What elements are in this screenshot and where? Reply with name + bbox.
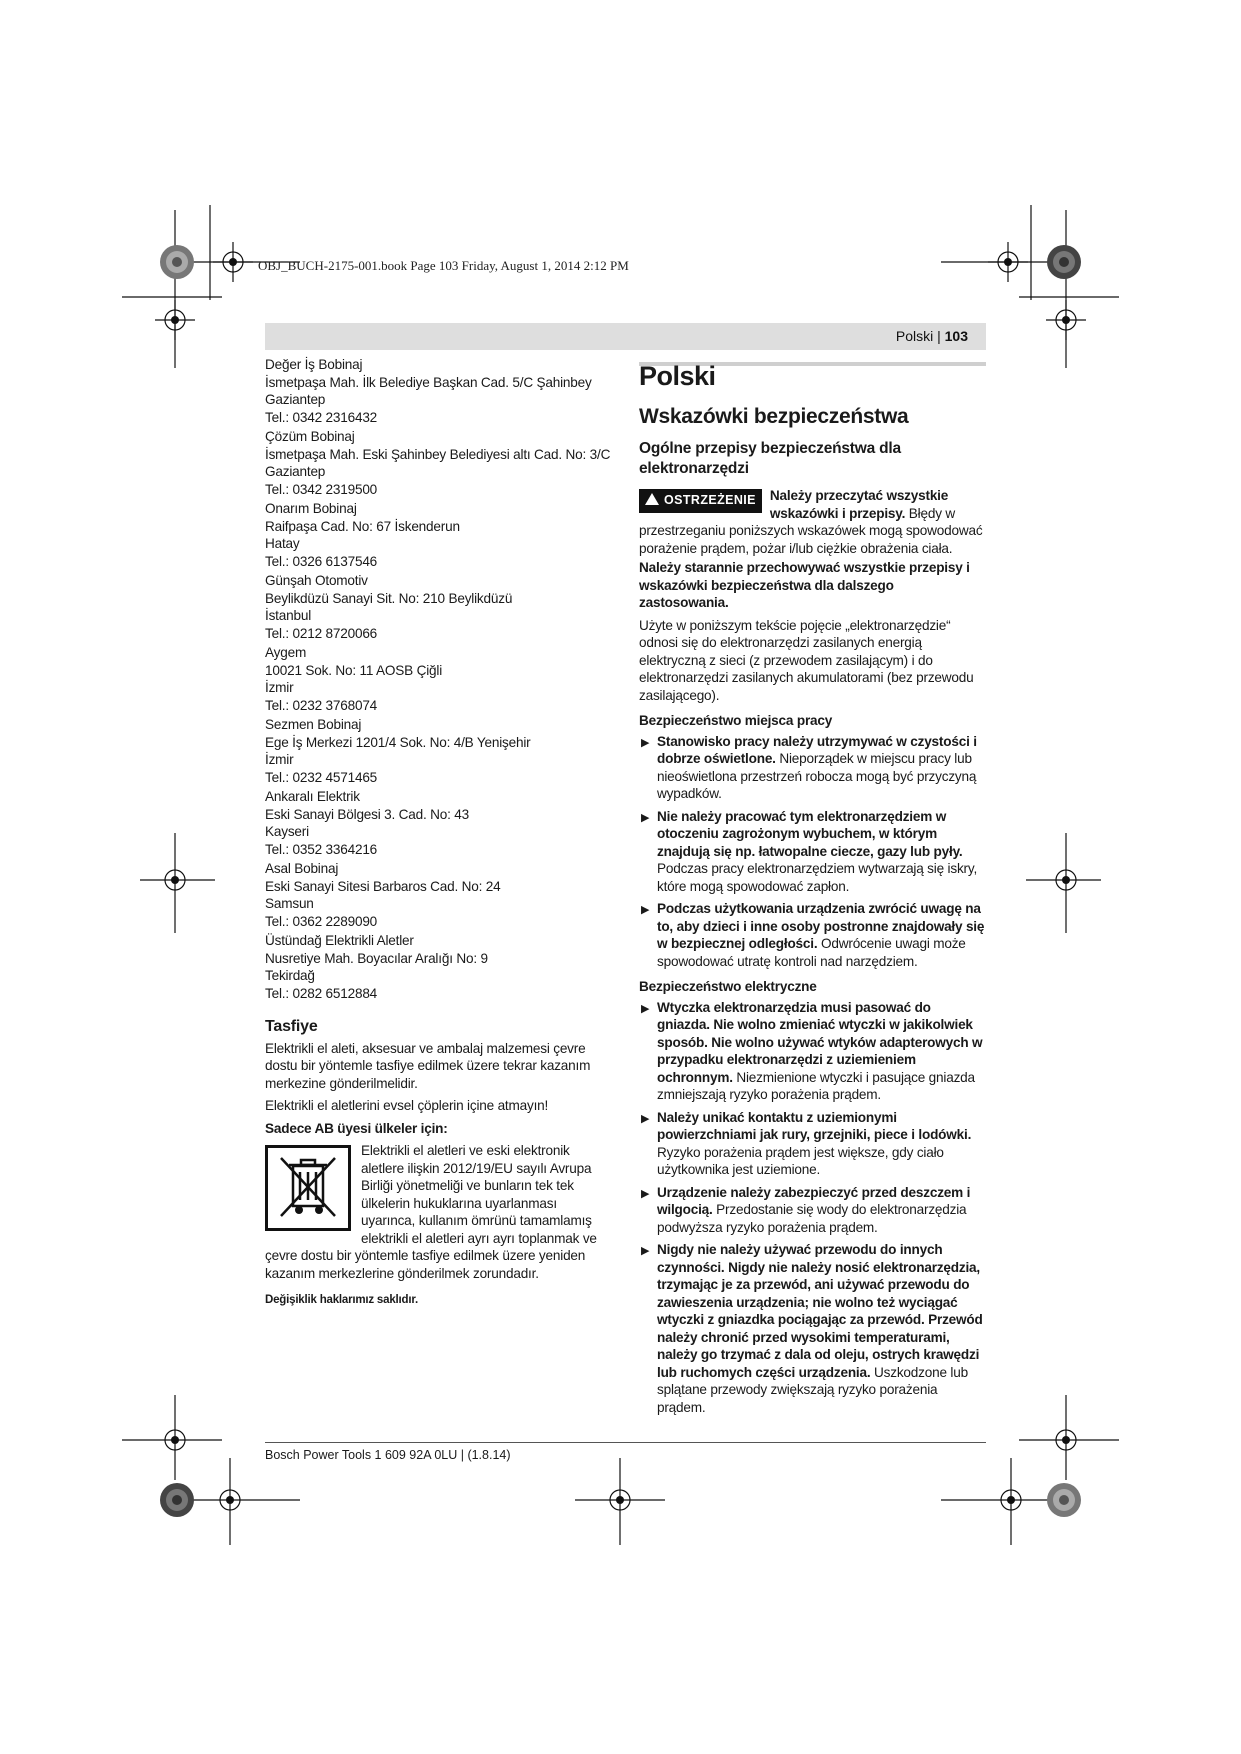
left-column [265, 356, 610, 1310]
safety-groups [639, 712, 986, 1416]
safety-item-bold: Podczas użytkowania urządzenia zwrócić uwagę na to, aby dzieci i inne osoby postronne znajdowały się w bezpiecznej odległości. [657, 901, 985, 951]
address-name: Günşah Otomotiv [265, 573, 368, 588]
warning-bold: Należy przeczytać wszystkie wskazówki i przepisy. [769, 488, 949, 521]
safety-item-text: Przedostanie się wody do elektronarzędzia podwyższa ryzyko porażenia prądem. [657, 1202, 967, 1235]
right-column [639, 356, 986, 1421]
safety-item [639, 999, 986, 1104]
address-name: Onarım Bobinaj [265, 501, 357, 516]
section-title: Wskazówki bezpieczeństwa [639, 404, 909, 428]
definition-paragraph: Użyte w poniższym tekście pojęcie „elektronarzędzie“ odnosi się do elektronarzędzi zasilanych energią elektryczną z sieci (z przewodem zasilającym) i do elektronarzędzi zasilanych akumulatorami (bez przewodu zasilającego). [639, 617, 974, 703]
address-name: Asal Bobinaj [265, 861, 339, 876]
address-line: Tekirdağ [265, 968, 315, 983]
safety-list [639, 733, 986, 971]
address-line: Samsun [265, 896, 314, 911]
group-heading: Bezpieczeństwo elektryczne [639, 979, 817, 994]
footer: Bosch Power Tools 1 609 92A 0LU | (1.8.14) [265, 1448, 511, 1462]
address-tel: Tel.: 0342 2316432 [265, 409, 378, 425]
address-entry [265, 716, 610, 786]
safety-item-bold: Urządzenie należy zabezpieczyć przed deszczem i wilgocią. [657, 1184, 971, 1217]
subsection-title: Ogólne przepisy bezpieczeństwa dla elektronarzędzi [639, 440, 901, 477]
tasfiye-heading: Tasfiye [265, 1018, 318, 1035]
weee-text: Elektrikli el aletleri ve eski elektronik aletlere ilişkin 2012/19/EU sayılı Avrupa Birliği yönetmeliği ve bunların tek tek ülkelerin hukuklarına uyarlanması uyarınca, kullanım ömrünü tamamlamış elektrikli el aletleri ayrı ayrı toplanmak ve çevre dostu bir yöntemle tasfiye edilmek üzere yeniden kazanım merkezlerine gönderilmek zorundadır. [265, 1143, 597, 1281]
address-entry [265, 428, 610, 498]
address-entry [265, 644, 610, 714]
address-line: 10021 Sok. No: 11 AOSB Çiğli [265, 662, 443, 678]
address-line: İsmetpaşa Mah. Eski Şahinbey Belediyesi altı Cad. No: 3/C [265, 446, 611, 462]
warning-triangle-icon [645, 493, 659, 505]
safety-item-text: Nieporządek w miejscu pracy lub nieoświetlona przestrzeń robocza mogą być przyczyną wypadków. [657, 751, 977, 801]
safety-item-text: Ryzyko porażenia prądem jest większe, gdy ciało użytkownika jest uziemione. [657, 1144, 944, 1177]
bullet-arrow-icon: ▶ [641, 1002, 650, 1015]
safety-item-bold: Wtyczka elektronarzędzia musi pasować do gniazda. Nie wolno zmieniać wtyczki w jakikolwiek sposób. Nie wolno używać wtyków adapterowych w przypadku elektronarzędzi z uziemieniem ochronnym. [657, 999, 983, 1085]
address-name: Ankaralı Elektrik [265, 789, 360, 804]
language-label: Polski [895, 328, 934, 344]
address-tel: Tel.: 0326 6137546 [265, 553, 378, 569]
safety-item-bold: Nigdy nie należy używać przewodu do innych czynności. Nigdy nie należy nosić elektronarzędzia, trzymając je za przewód, ani używać przewodu do zawieszenia urządzenia; nie wolno też wyciągać wtyczki z gniazdka pociągając za przewód. Przewód należy chronić przed wysokimi temperaturami, należy go trzymać z dala od oleju, ostrych krawędzi lub ruchomych części urządzenia. [657, 1242, 983, 1380]
warning-badge-label: OSTRZEŻENIE [664, 493, 756, 507]
language-title: Polski [639, 361, 716, 391]
address-line: Kayseri [265, 824, 309, 839]
address-line: Gaziantep [265, 392, 326, 407]
address-line: Beylikdüzü Sanayi Sit. No: 210 Beylikdüzü [265, 590, 513, 606]
print-slug: OBJ_BUCH-2175-001.book Page 103 Friday, August 1, 2014 2:12 PM [258, 258, 629, 273]
page-number: 103 [944, 328, 968, 344]
rights-reserved: Değişiklik haklarımız saklıdır. [265, 1294, 418, 1306]
page-header [265, 323, 986, 350]
address-name: Üstündağ Elektrikli Aletler [265, 933, 414, 948]
eu-heading: Sadece AB üyesi ülkeler için: [265, 1120, 448, 1136]
address-name: Değer İş Bobinaj [265, 357, 363, 372]
address-entry [265, 572, 610, 642]
address-name: Çözüm Bobinaj [265, 429, 355, 444]
safety-item-text: Niezmienione wtyczki i pasujące gniazda zmniejszają ryzyko porażenia prądem. [657, 1069, 975, 1102]
address-line: İzmir [265, 680, 294, 695]
footer-rule [265, 1442, 986, 1443]
safety-item [639, 808, 986, 896]
weee-block [265, 1142, 610, 1282]
safety-item [639, 1109, 986, 1179]
warning-text: Błędy w przestrzeganiu poniższych wskazówek mogą spowodować porażenie prądem, pożar i/lub ciężkie obrażenia ciała. [639, 505, 983, 556]
address-tel: Tel.: 0232 4571465 [265, 769, 378, 785]
weee-crossed-bin-icon [265, 1145, 351, 1231]
address-entry [265, 788, 610, 858]
keep-instructions: Należy starannie przechowywać wszystkie przepisy i wskazówki bezpieczeństwa dla dalszego zastosowania. [639, 560, 970, 610]
safety-item [639, 1241, 986, 1416]
address-line: Nusretiye Mah. Boyacılar Aralığı No: 9 [265, 950, 488, 966]
safety-item-bold: Stanowisko pracy należy utrzymywać w czystości i dobrze oświetlone. [657, 733, 977, 766]
address-tel: Tel.: 0232 3768074 [265, 697, 378, 713]
address-tel: Tel.: 0342 2319500 [265, 481, 378, 497]
safety-item-bold: Nie należy pracować tym elektronarzędziem w otoczeniu zagrożonym wybuchem, w którym znajdują się np. łatwopalne ciecze, gazy lub pyły. [657, 808, 963, 859]
crossed-bin-icon [273, 1152, 343, 1224]
address-entry [265, 932, 610, 1002]
page-label [896, 328, 968, 344]
address-name: Sezmen Bobinaj [265, 717, 362, 732]
tasfiye-paragraph: Elektrikli el aleti, aksesuar ve ambalaj malzemesi çevre dostu bir yöntemle tasfiye edilmek üzere tekrar kazanım merkezine gönderilmelidir. [265, 1040, 591, 1091]
address-name: Aygem [265, 645, 307, 660]
address-line: Hatay [265, 536, 300, 551]
address-line: Gaziantep [265, 464, 326, 479]
address-entry [265, 500, 610, 570]
warning-badge [639, 489, 762, 513]
address-tel: Tel.: 0282 6512884 [265, 985, 378, 1001]
warning-block [639, 487, 986, 557]
separator: | [937, 328, 941, 344]
tasfiye-warning: Elektrikli el aletlerini evsel çöplerin içine atmayın! [265, 1098, 549, 1113]
bullet-arrow-icon: ▶ [641, 904, 650, 916]
address-line: İsmetpaşa Mah. İlk Belediye Başkan Cad. 5/C Şahinbey [265, 374, 592, 390]
address-tel: Tel.: 0362 2289090 [265, 913, 378, 929]
bullet-arrow-icon: ▶ [641, 736, 650, 749]
address-tel: Tel.: 0352 3364216 [265, 841, 378, 857]
address-line: İstanbul [265, 608, 312, 623]
address-entry [265, 860, 610, 930]
safety-list [639, 999, 986, 1417]
address-entry [265, 356, 610, 426]
address-line: İzmir [265, 752, 294, 767]
safety-item [639, 1184, 986, 1237]
group-heading: Bezpieczeństwo miejsca pracy [639, 713, 833, 728]
bullet-arrow-icon: ▶ [641, 811, 650, 824]
address-line: Raifpaşa Cad. No: 67 İskenderun [265, 518, 460, 534]
safety-item [639, 900, 986, 970]
address-line: Ege İş Merkezi 1201/4 Sok. No: 4/B Yenişehir [265, 734, 531, 750]
safety-item-text: Podczas pracy elektronarzędziem wytwarzają się iskry, które mogą spowodować zapłon. [657, 861, 978, 894]
address-tel: Tel.: 0212 8720066 [265, 625, 378, 641]
safety-item-text: Uszkodzone lub splątane przewody zwiększają ryzyko porażenia prądem. [657, 1364, 968, 1415]
safety-item-text: Odwrócenie uwagi może spowodować utratę kontroli nad narzędziem. [657, 936, 966, 969]
bullet-arrow-icon: ▶ [641, 1187, 650, 1200]
bullet-arrow-icon: ▶ [641, 1112, 650, 1125]
address-line: Eski Sanayi Bölgesi 3. Cad. No: 43 [265, 806, 470, 822]
safety-item [639, 733, 986, 803]
address-list [265, 356, 610, 1002]
safety-item-bold: Należy unikać kontaktu z uziemionymi powierzchniami jak rury, grzejniki, piece i lodówki. [657, 1109, 972, 1142]
bullet-arrow-icon: ▶ [641, 1245, 650, 1257]
address-line: Eski Sanayi Sitesi Barbaros Cad. No: 24 [265, 878, 501, 894]
